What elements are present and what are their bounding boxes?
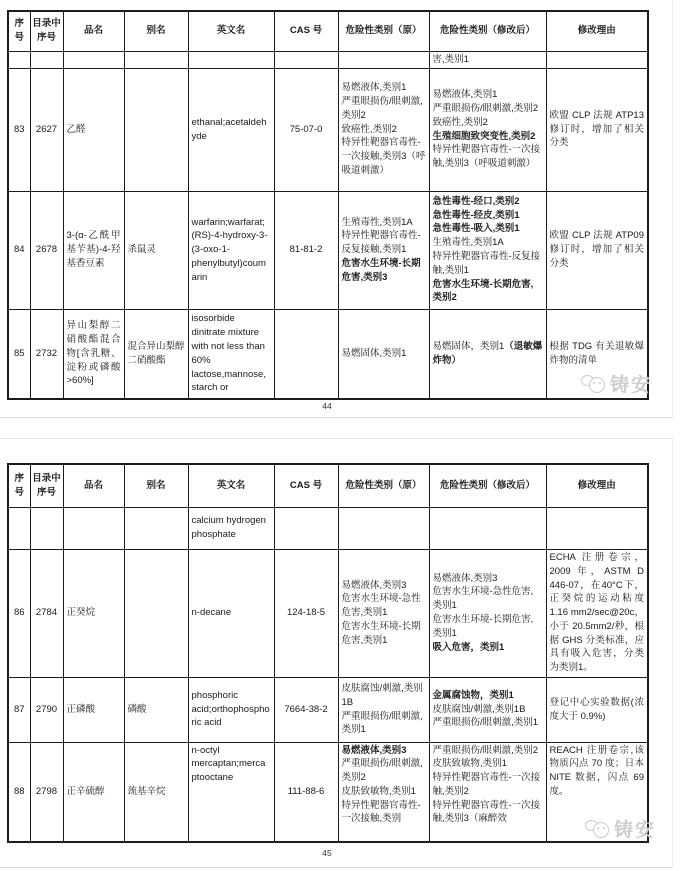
col-header-name: 品名 bbox=[63, 464, 124, 507]
col-header-hazard-modified: 危险性类别（修改后） bbox=[429, 11, 546, 51]
col-header-cas: CAS 号 bbox=[274, 464, 338, 507]
cell-cas: 7664-38-2 bbox=[274, 677, 338, 742]
carryover-row bbox=[8, 51, 648, 68]
cell-english: phosphoric acid;orthophosphoric acid bbox=[188, 677, 274, 742]
cell-catalog-no bbox=[30, 51, 63, 68]
cell-english: calcium hydrogen phosphate bbox=[188, 507, 274, 549]
cell-catalog-no: 2798 bbox=[30, 742, 63, 842]
cell-reason: 欧盟 CLP 法规 ATP09 修订时，增加了相关分类 bbox=[546, 191, 648, 309]
table-row-87 bbox=[8, 677, 648, 742]
table-row-84 bbox=[8, 191, 648, 309]
cell-alias bbox=[124, 507, 188, 549]
carryover-row bbox=[8, 507, 648, 549]
cell-name bbox=[63, 51, 124, 68]
cell-english: warfarin;warfarat;(RS)-4-hydroxy-3-(3-oxo-1-phenylbutyl)coumarin bbox=[188, 191, 274, 309]
table-header-row bbox=[8, 464, 648, 507]
cell-catalog-no bbox=[30, 507, 63, 549]
table-row-83 bbox=[8, 68, 648, 191]
cell-alias bbox=[124, 549, 188, 677]
watermark-text: 铸安 bbox=[609, 375, 652, 396]
cell-english bbox=[188, 51, 274, 68]
scanned-page-44 bbox=[0, 0, 673, 418]
col-header-cas: CAS 号 bbox=[274, 11, 338, 51]
cell-english: n-octyl mercaptan;mercaptooctane bbox=[188, 742, 274, 842]
cell-cas bbox=[274, 51, 338, 68]
cell-hazard-original bbox=[338, 507, 429, 549]
cell-reason: 根据 TDG 有关退敏爆炸物的清单 bbox=[546, 309, 648, 399]
cell-reason: 欧盟 CLP 法规 ATP13 修订时，增加了相关分类 bbox=[546, 68, 648, 191]
cell-hazard-original: 皮肤腐蚀/刺激,类别1B 严重眼损伤/眼刺激,类别1 bbox=[338, 677, 429, 742]
cell-alias: 磷酸 bbox=[124, 677, 188, 742]
cell-seq bbox=[8, 51, 30, 68]
table-header-row bbox=[8, 11, 648, 51]
cell-cas bbox=[274, 309, 338, 399]
col-header-hazard-original: 危险性类别（原） bbox=[338, 11, 429, 51]
cell-seq: 85 bbox=[8, 309, 30, 399]
cell-catalog-no: 2784 bbox=[30, 549, 63, 677]
col-header-hazard-modified: 危险性类别（修改后） bbox=[429, 464, 546, 507]
cell-seq: 88 bbox=[8, 742, 30, 842]
cell-cas bbox=[274, 507, 338, 549]
cell-cas: 124-18-5 bbox=[274, 549, 338, 677]
cell-hazard-modified: 急性毒性-经口,类别2 急性毒性-经皮,类别1 急性毒性-吸入,类别1 生殖毒性,类别1A 特异性靶器官毒性-反复接触,类别1 危害水生环境-长期危害,类别2 bbox=[429, 191, 546, 309]
cell-seq: 87 bbox=[8, 677, 30, 742]
hazard-reclassification-table-page-44 bbox=[7, 10, 649, 400]
cell-catalog-no: 2627 bbox=[30, 68, 63, 191]
hazard-reclassification-table-page-45 bbox=[7, 463, 649, 843]
col-header-english: 英文名 bbox=[188, 464, 274, 507]
table-row-86 bbox=[8, 549, 648, 677]
col-header-name: 品名 bbox=[63, 11, 124, 51]
cell-reason bbox=[546, 51, 648, 68]
cell-name bbox=[63, 507, 124, 549]
cell-seq: 86 bbox=[8, 549, 30, 677]
cell-hazard-modified: 易燃液体,类别1 严重眼损伤/眼刺激,类别2 致癌性,类别2 生殖细胞致突变性,类别2 特异性靶器官毒性-一次接触,类别3（呼吸道刺激） bbox=[429, 68, 546, 191]
cell-reason: 登记中心实验数据(浓度大于 0.9%) bbox=[546, 677, 648, 742]
cell-cas: 81-81-2 bbox=[274, 191, 338, 309]
col-header-hazard-original: 危险性类别（原） bbox=[338, 464, 429, 507]
cell-hazard-original: 易燃液体,类别3 危害水生环境-急性危害,类别1 危害水生环境-长期危害,类别1 bbox=[338, 549, 429, 677]
col-header-seq: 序号 bbox=[8, 11, 30, 51]
cell-name: 正磷酸 bbox=[63, 677, 124, 742]
cell-hazard-modified: 易燃固体，类别1（退敏爆炸物） bbox=[429, 309, 546, 399]
cell-alias bbox=[124, 68, 188, 191]
cell-english: ethanal;acetaldehyde bbox=[188, 68, 274, 191]
cell-english: isosorbide dinitrate mixture with not less than 60% lactose,mannose,starch or bbox=[188, 309, 274, 399]
col-header-seq: 序号 bbox=[8, 464, 30, 507]
cell-seq: 84 bbox=[8, 191, 30, 309]
col-header-catalog-no: 目录中序号 bbox=[30, 464, 63, 507]
cell-alias: 杀鼠灵 bbox=[124, 191, 188, 309]
page-number: 45 bbox=[322, 848, 332, 858]
cell-cas: 75-07-0 bbox=[274, 68, 338, 191]
cell-alias: 混合异山梨醇二硝酸酯 bbox=[124, 309, 188, 399]
table-row-88 bbox=[8, 742, 648, 842]
cell-english: n-decane bbox=[188, 549, 274, 677]
cell-name: 乙醛 bbox=[63, 68, 124, 191]
table-row-85 bbox=[8, 309, 648, 399]
cell-hazard-modified: 金属腐蚀物，类别1 皮肤腐蚀/刺激,类别1B 严重眼损伤/眼刺激,类别1 bbox=[429, 677, 546, 742]
cell-hazard-original: 易燃液体,类别1 严重眼损伤/眼刺激,类别2 致癌性,类别2 特异性靶器官毒性-一次接触,类别3（呼吸道刺激） bbox=[338, 68, 429, 191]
cell-reason bbox=[546, 507, 648, 549]
page-number: 44 bbox=[322, 401, 332, 411]
col-header-english: 英文名 bbox=[188, 11, 274, 51]
col-header-reason: 修改理由 bbox=[546, 464, 648, 507]
cell-hazard-original bbox=[338, 51, 429, 68]
scanned-page-45 bbox=[0, 438, 673, 868]
cell-cas: 111-88-6 bbox=[274, 742, 338, 842]
cell-seq bbox=[8, 507, 30, 549]
cell-reason: REACH 注册卷宗,该物质闪点 70 度；日本 NITE 数据，闪点 69 度。 bbox=[546, 742, 648, 842]
watermark-text: 铸安 bbox=[613, 820, 656, 841]
col-header-alias: 别名 bbox=[124, 11, 188, 51]
cell-name: 正癸烷 bbox=[63, 549, 124, 677]
cell-hazard-original: 易燃固体,类别1 bbox=[338, 309, 429, 399]
cell-catalog-no: 2790 bbox=[30, 677, 63, 742]
col-header-catalog-no: 目录中序号 bbox=[30, 11, 63, 51]
cell-catalog-no: 2732 bbox=[30, 309, 63, 399]
cell-name: 3-(α-乙酰甲基苄基)-4-羟基香豆素 bbox=[63, 191, 124, 309]
cell-hazard-modified: 易燃液体,类别3 危害水生环境-急性危害,类别1 危害水生环境-长期危害,类别1 吸入危害，类别1 bbox=[429, 549, 546, 677]
col-header-alias: 别名 bbox=[124, 464, 188, 507]
cell-hazard-original: 易燃液体,类别3 严重眼损伤/眼刺激,类别2 皮肤致敏物,类别1 特异性靶器官毒性-一次接触,类别 bbox=[338, 742, 429, 842]
cell-hazard-modified: 害,类别1 bbox=[429, 51, 546, 68]
cell-hazard-modified bbox=[429, 507, 546, 549]
cell-alias: 巯基辛烷 bbox=[124, 742, 188, 842]
cell-hazard-modified: 严重眼损伤/眼刺激,类别2 皮肤致敏物,类别1 特异性靶器官毒性-一次接触,类别2 特异性靶器官毒性-一次接触,类别3（麻醉效 bbox=[429, 742, 546, 842]
col-header-reason: 修改理由 bbox=[546, 11, 648, 51]
cell-catalog-no: 2678 bbox=[30, 191, 63, 309]
cell-reason: ECHA 注册卷宗，2009 年，ASTM D 446-07，在40°C下，正癸烷的运动粘度 1.16 mm2/sec@20c，小于 20.5mm2/秒，根据 GHS 分类标准，应具有吸入危害，分类为类别1。 bbox=[546, 549, 648, 677]
cell-seq: 83 bbox=[8, 68, 30, 191]
cell-name: 异山梨醇二硝酸酯混合物[含乳糖、淀粉或磷酸>60%] bbox=[63, 309, 124, 399]
cell-alias bbox=[124, 51, 188, 68]
cell-hazard-original: 生殖毒性,类别1A 特异性靶器官毒性-反复接触,类别1 危害水生环境-长期危害,类别3 bbox=[338, 191, 429, 309]
cell-name: 正辛硫醇 bbox=[63, 742, 124, 842]
